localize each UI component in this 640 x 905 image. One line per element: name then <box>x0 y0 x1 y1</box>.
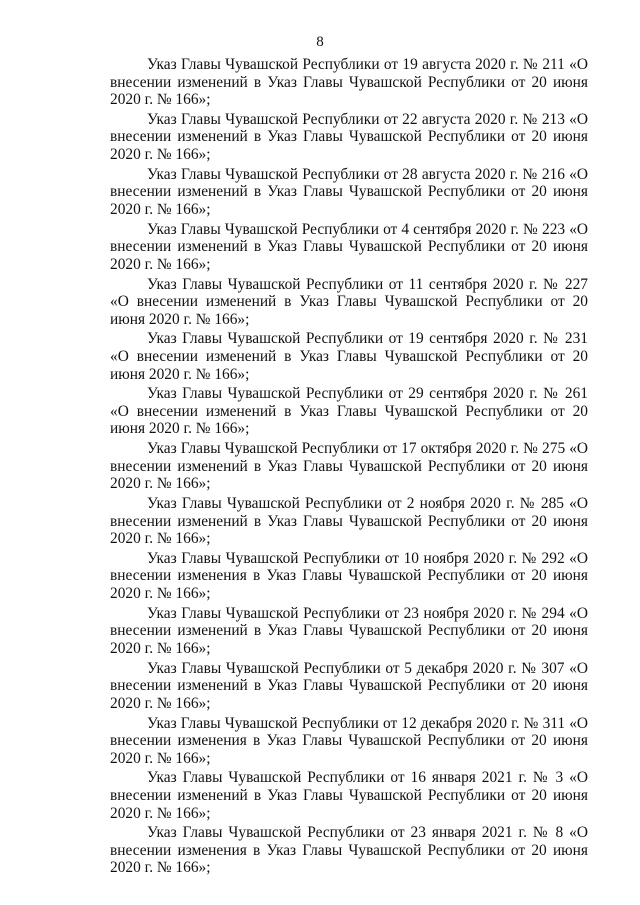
decree-paragraph: Указ Главы Чувашской Республики от 11 сентября 2020 г. № 227 «О внесении изменений в Указ Главы Чувашской Республики от 20 июня 2020 г. № 166»; <box>110 275 588 328</box>
decree-paragraph: Указ Главы Чувашской Республики от 19 сентября 2020 г. № 231 «О внесении изменений в Указ Главы Чувашской Республики от 20 июня 2020 г. № 166»; <box>110 330 588 383</box>
decree-paragraph: Указ Главы Чувашской Республики от 16 января 2021 г. № 3 «О внесении изменений в Указ Главы Чувашской Республики от 20 июня 2020 г. № 166»; <box>110 769 588 822</box>
decree-paragraph: Указ Главы Чувашской Республики от 4 сентября 2020 г. № 223 «О внесении изменений в Указ Главы Чувашской Республики от 20 июня 2020 г. № 166»; <box>110 220 588 273</box>
decree-paragraph: Указ Главы Чувашской Республики от 22 августа 2020 г. № 213 «О внесении изменений в Указ Главы Чувашской Республики от 20 июня 2020 г. № 166»; <box>110 110 588 164</box>
decree-paragraph: Указ Главы Чувашской Республики от 29 сентября 2020 г. № 261 «О внесении изменений в Указ Главы Чувашской Республики от 20 июня 2020 г. № 166»; <box>110 385 588 438</box>
decree-paragraph: Указ Главы Чувашской Республики от 23 ноября 2020 г. № 294 «О внесении изменений в Указ Главы Чувашской Республики от 20 июня 2020 г. № 166»; <box>110 604 588 657</box>
decree-paragraph: Указ Главы Чувашской Республики от 23 января 2021 г. № 8 «О внесении изменения в Указ Главы Чувашской Республики от 20 июня 2020 г. № 166»; <box>110 824 588 877</box>
decree-paragraph: Указ Главы Чувашской Республики от 5 декабря 2020 г. № 307 «О внесении изменений в Указ Главы Чувашской Республики от 20 июня 2020 г. № 166»; <box>110 659 588 712</box>
page-number: 8 <box>316 34 324 50</box>
decree-paragraph: Указ Главы Чувашской Республики от 28 августа 2020 г. № 216 «О внесении изменений в Указ Главы Чувашской Республики от 20 июня 2020 г. № 166»; <box>110 165 588 218</box>
decree-paragraph: Указ Главы Чувашской Республики от 2 ноября 2020 г. № 285 «О внесении изменений в Указ Главы Чувашской Республики от 20 июня 2020 г. № 166»; <box>110 495 588 548</box>
decree-paragraph: Указ Главы Чувашской Республики от 12 декабря 2020 г. № 311 «О внесении изменения в Указ Главы Чувашской Республики от 20 июня 2020 г. № 166»; <box>110 714 588 767</box>
decree-paragraph: Указ Главы Чувашской Республики от 10 ноября 2020 г. № 292 «О внесении изменения в Указ Главы Чувашской Республики от 20 июня 2020 г. № 166»; <box>110 549 588 603</box>
decree-list <box>110 56 588 879</box>
decree-paragraph: Указ Главы Чувашской Республики от 19 августа 2020 г. № 211 «О внесении изменений в Указ Главы Чувашской Республики от 20 июня 2020 г. № 166»; <box>110 56 588 109</box>
decree-paragraph: Указ Главы Чувашской Республики от 17 октября 2020 г. № 275 «О внесении изменений в Указ Главы Чувашской Республики от 20 июня 2020 г. № 166»; <box>110 440 588 493</box>
